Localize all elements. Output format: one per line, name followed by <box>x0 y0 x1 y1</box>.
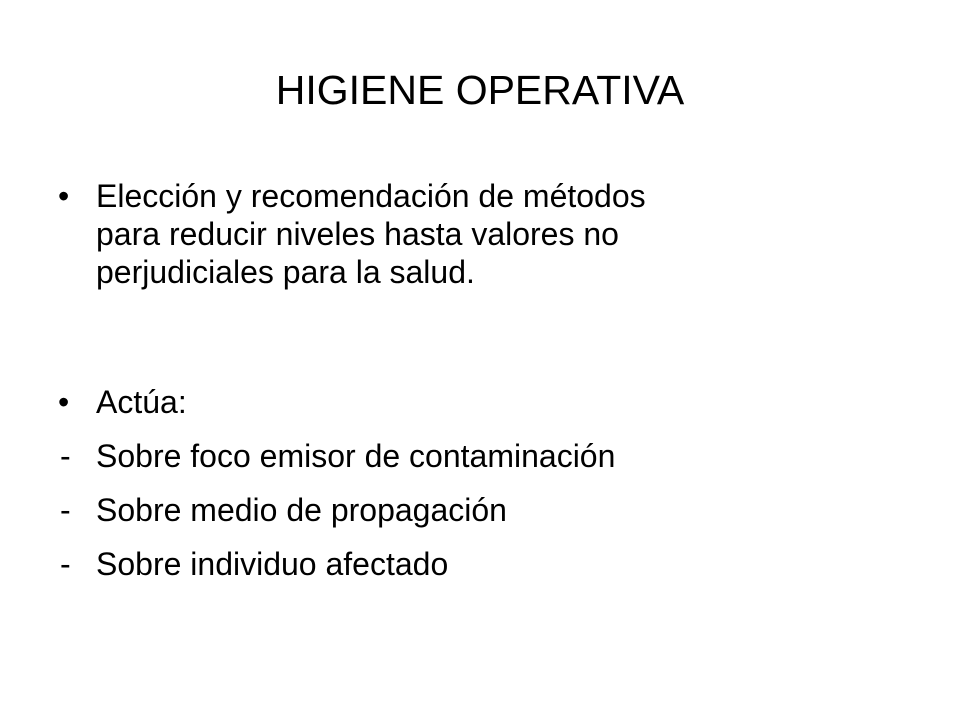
slide-title: HIGIENE OPERATIVA <box>275 67 685 113</box>
bullet-marker: • <box>58 384 70 420</box>
dash-item-text: Sobre individuo afectado <box>96 546 449 582</box>
dash-marker: - <box>60 492 71 528</box>
dash-item-text: Sobre foco emisor de contaminación <box>96 438 616 474</box>
bullet-text: Actúa: <box>96 384 187 420</box>
dash-marker: - <box>60 438 71 474</box>
bullet-text <box>96 177 876 291</box>
bullet-text-line: para reducir niveles hasta valores no <box>96 216 619 252</box>
dash-marker: - <box>60 546 71 582</box>
bullet-marker: • <box>58 178 70 214</box>
bullet-text-line: perjudiciales para la salud. <box>96 254 475 290</box>
bullet-text-line: Elección y recomendación de métodos <box>96 178 646 214</box>
dash-item-text: Sobre medio de propagación <box>96 492 507 528</box>
